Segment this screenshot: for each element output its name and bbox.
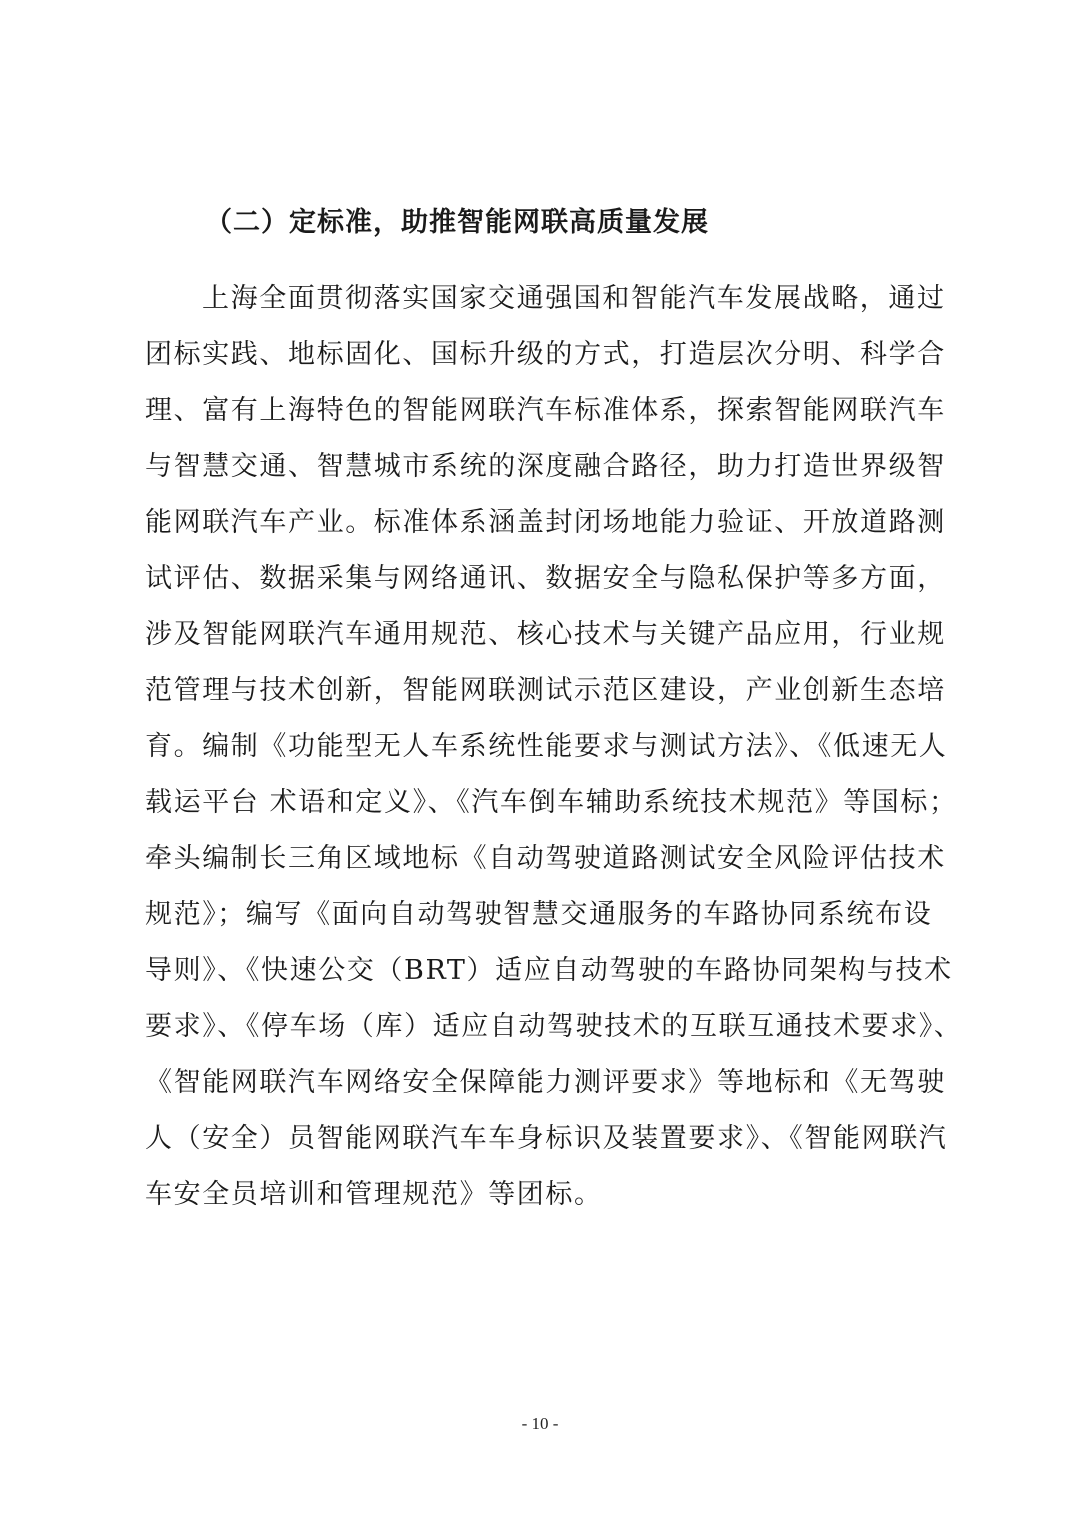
paragraph-line: 理、富有上海特色的智能网联汽车标准体系，探索智能网联汽车 — [145, 395, 946, 426]
paragraph-line: 要求》、《停车场（库）适应自动驾驶技术的互联互通技术要求》、 — [145, 1011, 963, 1042]
paragraph-line: 规范》；编写《面向自动驾驶智慧交通服务的车路协同系统布设 — [145, 899, 933, 930]
section-heading: （二）定标准，助推智能网联高质量发展 — [205, 207, 709, 238]
paragraph-line: 牵头编制长三角区域地标《自动驾驶道路测试安全风险评估技术 — [145, 843, 946, 874]
page-number: - 10 - — [521, 1414, 559, 1433]
paragraph-line: 与智慧交通、智慧城市系统的深度融合路径，助力打造世界级智 — [145, 451, 946, 482]
paragraph-line: 导则》、《快速公交（BRT）适应自动驾驶的车路协同架构与技术 — [145, 955, 953, 986]
paragraph-line: 人（安全）员智能网联汽车车身标识及装置要求》、《智能网联汽 — [145, 1123, 948, 1154]
paragraph-line: 涉及智能网联汽车通用规范、核心技术与关键产品应用，行业规 — [145, 619, 946, 650]
paragraph-line: 能网联汽车产业。标准体系涵盖封闭场地能力验证、开放道路测 — [145, 507, 946, 538]
paragraph-line: 团标实践、地标固化、国标升级的方式，打造层次分明、科学合 — [145, 339, 946, 370]
paragraph-line: 《智能网联汽车网络安全保障能力测评要求》等地标和《无驾驶 — [145, 1067, 946, 1098]
paragraph-line: 车安全员培训和管理规范》等团标。 — [145, 1179, 603, 1210]
paragraph-line: 上海全面贯彻落实国家交通强国和智能汽车发展战略，通过 — [202, 283, 946, 314]
paragraph-line: 育。编制《功能型无人车系统性能要求与测试方法》、《低速无人 — [145, 731, 948, 762]
paragraph-line: 试评估、数据采集与网络通讯、数据安全与隐私保护等多方面， — [145, 563, 946, 594]
paragraph-line: 载运平台 术语和定义》、《汽车倒车辅助系统技术规范》等国标； — [145, 787, 958, 818]
paragraph-line: 范管理与技术创新，智能网联测试示范区建设，产业创新生态培 — [145, 675, 946, 706]
body-paragraph — [145, 274, 965, 1226]
